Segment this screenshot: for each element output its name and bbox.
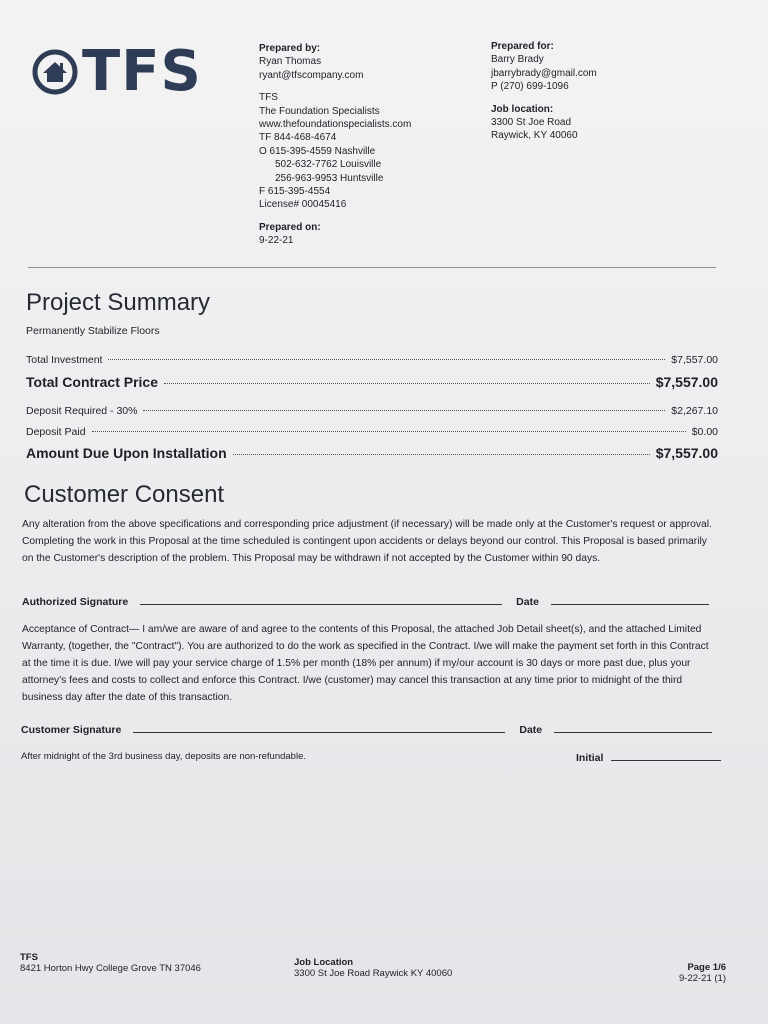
authorized-signature-field[interactable]: [140, 604, 502, 605]
company-name: The Foundation Specialists: [259, 105, 380, 117]
header-divider: [28, 267, 716, 268]
acceptance-paragraph: Acceptance of Contract— I am/we are aware of and agree to the contents of this Proposal, the attached Job Detail sheet(s), and the attached Limited Warranty, (together, the "Contract"). You are authorized to do the work as specified in the Contract. I/we will make the payment set forth in this Contract at the time it is due. I/we will pay your service charge of 1.5% per month (18% per annum) if my/our account is 30 days or more past due, plus your attorney's fees and costs to collect and enforce this Contract. I/we (customer) may cancel this transaction at any time prior to midnight of the third business day after the date of this transaction.: [22, 624, 709, 703]
job-street: 3300 St Joe Road: [491, 117, 572, 129]
authorized-signature-row: [22, 596, 722, 608]
logo-text: TFS: [82, 39, 202, 104]
customer-signature-label: Customer Signature: [21, 724, 122, 736]
leader-dots: [143, 410, 665, 411]
project-summary-subtitle: Permanently Stabilize Floors: [26, 325, 160, 337]
house-logo-icon: [32, 49, 78, 95]
prepared-for-block: [491, 40, 691, 143]
deposit-required-row: [26, 405, 718, 417]
fax-number: F 615-395-4554: [259, 186, 331, 198]
initial-label: Initial: [576, 752, 604, 764]
leader-dots: [164, 383, 650, 384]
authorized-date-field[interactable]: [551, 604, 709, 605]
customer-email: jbarrybrady@gmail.com: [491, 67, 597, 79]
prepared-on-date: 9-22-21: [259, 235, 294, 247]
footer-company: [20, 952, 201, 974]
job-city: Raywick, KY 40060: [491, 130, 578, 142]
amount-due-row: [26, 445, 718, 461]
initial-row: [576, 752, 721, 764]
customer-phone: P (270) 699-1096: [491, 81, 569, 93]
customer-signature-field[interactable]: [133, 732, 505, 733]
customer-date-field[interactable]: [554, 732, 712, 733]
initial-field[interactable]: [611, 760, 721, 761]
footer-job-location-address: 3300 St Joe Road Raywick KY 40060: [294, 968, 453, 979]
amount-due-value: $7,557.00: [655, 445, 718, 461]
total-investment-value: $7,557.00: [671, 354, 718, 366]
job-location-heading: Job location:: [491, 103, 554, 115]
deposit-required-label: Deposit Required - 30%: [26, 405, 138, 417]
customer-signature-row: [21, 724, 723, 736]
leader-dots: [233, 454, 650, 455]
office-phone-louisville: 502-632-7762 Louisville: [275, 159, 382, 171]
deposit-paid-label: Deposit Paid: [26, 426, 86, 438]
customer-name: Barry Brady: [491, 54, 544, 66]
total-investment-label: Total Investment: [26, 354, 103, 366]
authorized-signature-label: Authorized Signature: [22, 596, 129, 608]
license-number: License# 00045416: [259, 199, 347, 211]
office-phone-huntsville: 256-963-9953 Huntsville: [275, 172, 384, 184]
consent-paragraph: Any alteration from the above specifications and corresponding price adjustment (if necessary) will be made only at the Customer's request or approval. Completing the work in this Proposal at the time scheduled is contingent upon accidents or delays beyond our control. This Proposal is based primarily on the Customer's description of the problem. This Proposal may be withdrawn if not accepted by the Customer within 90 days.: [22, 519, 712, 564]
deposit-paid-value: $0.00: [691, 426, 718, 438]
toll-free-phone: TF 844-468-4674: [259, 132, 337, 144]
date-label: Date: [516, 596, 539, 608]
customer-consent-title: Customer Consent: [24, 481, 225, 508]
deposit-required-value: $2,267.10: [671, 405, 718, 417]
footer-job-location-label: Job Location: [294, 957, 354, 968]
footer-page-info: [640, 962, 726, 984]
total-contract-price-label: Total Contract Price: [26, 374, 158, 390]
date-label-2: Date: [519, 724, 543, 736]
leader-dots: [108, 359, 665, 360]
footer-date: 9-22-21 (1): [679, 973, 726, 984]
company-short: TFS: [259, 92, 278, 104]
total-contract-price-value: $7,557.00: [655, 374, 718, 390]
prepared-on-heading: Prepared on:: [259, 221, 321, 233]
company-website: www.thefoundationspecialists.com: [259, 119, 412, 131]
amount-due-label: Amount Due Upon Installation: [26, 445, 227, 461]
prepared-for-heading: Prepared for:: [491, 41, 554, 52]
total-investment-row: [26, 354, 718, 366]
preparer-email: ryant@tfscompany.com: [259, 69, 364, 81]
page-number: Page 1/6: [687, 962, 726, 973]
footer-job-location: [294, 957, 452, 979]
preparer-name: Ryan Thomas: [259, 56, 322, 68]
footer-company-address: 8421 Horton Hwy College Grove TN 37046: [20, 963, 201, 974]
prepared-by-block: [259, 42, 459, 248]
total-contract-price-row: [26, 374, 718, 390]
tfs-logo: [32, 40, 202, 104]
footer-company-name: TFS: [20, 952, 38, 963]
prepared-by-heading: Prepared by:: [259, 43, 321, 54]
deposit-paid-row: [26, 426, 718, 438]
project-summary-title: Project Summary: [26, 289, 211, 316]
office-phone-nashville: O 615-395-4559 Nashville: [259, 145, 376, 157]
refund-note: After midnight of the 3rd business day, deposits are non-refundable.: [21, 751, 306, 762]
leader-dots: [92, 431, 686, 432]
